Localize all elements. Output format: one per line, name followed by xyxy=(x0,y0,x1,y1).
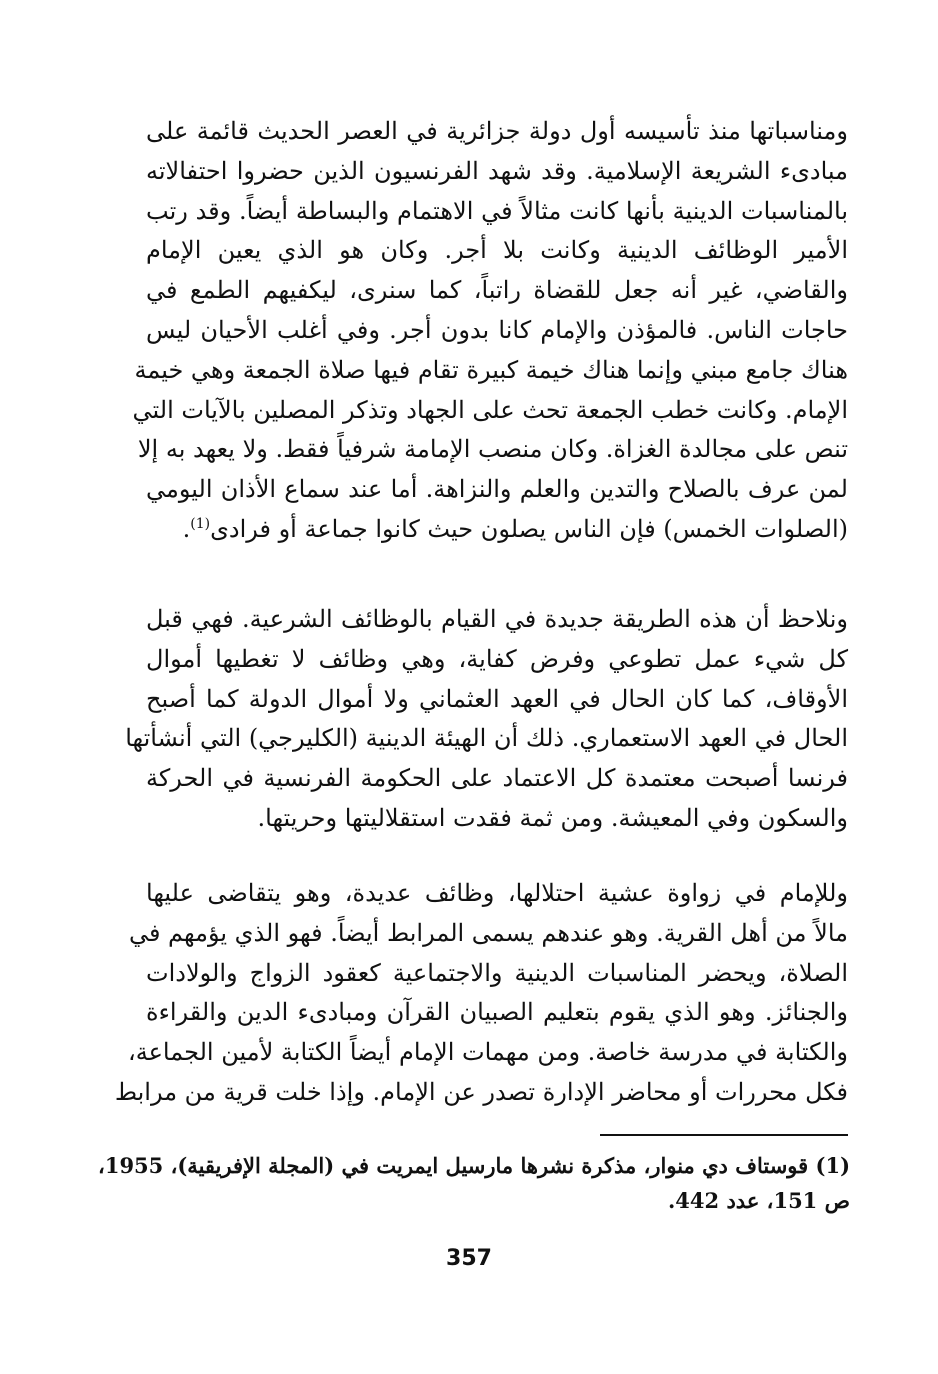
text-line: والجنائز. وهو الذي يقوم بتعليم الصبيان القرآن ومبادىء الدين والقراءة xyxy=(146,998,848,1027)
text-line: والسكون وفي المعيشة. ومن ثمة فقدت استقلاليتها وحريتها. xyxy=(257,803,848,832)
text-line: والكتابة في مدرسة خاصة. ومن مهمات الإمام أيضاً الكتابة لأمين الجماعة، xyxy=(128,1038,848,1067)
text-line: مبادىء الشريعة الإسلامية. وقد شهد الفرنسيون الذين حضروا احتفالاته xyxy=(146,156,848,185)
text-line: مالاً من أهل القرية. وهو عندهم يسمى المرابط أيضاً. فهو الذي يؤمهم في xyxy=(128,918,848,947)
text-line: الأمير الوظائف الدينية وكانت بلا أجر. وكان هو الذي يعين الإمام xyxy=(146,236,848,265)
text-line: هناك جامع مبني وإنما هناك خيمة كبيرة تقام فيها صلاة الجمعة وهي خيمة xyxy=(134,355,848,384)
footnote xyxy=(98,1148,850,1218)
text-line: الإمام. وكانت خطب الجمعة تحث على الجهاد وتذكر المصلين بالآيات التي xyxy=(132,395,848,424)
footnote-reference[interactable]: (1) xyxy=(190,515,211,532)
text-line: ونلاحظ أن هذه الطريقة جديدة في القيام بالوظائف الشرعية. فهي قبل xyxy=(146,605,848,633)
footnote-line: ص 151، عدد 442. xyxy=(667,1188,850,1213)
sentence-end: . xyxy=(182,514,191,543)
paragraph-1 xyxy=(132,112,849,550)
text-line: تنص على مجالدة الغزاة. وكان منصب الإمامة شرفياً فقط. ولا يعهد به إلا xyxy=(137,435,848,464)
text-line: فكل محررات أو محاضر الإدارة تصدر عن الإمام. وإذا خلت قرية من مرابط xyxy=(114,1077,848,1106)
text-line: الصلاة، ويحضر المناسبات الدينية والاجتماعية كعقود الزواج والولادات xyxy=(146,958,848,987)
text-line: الأوقاف، كما كان الحال في العهد العثماني ولا أموال الدولة كما أصبح xyxy=(146,684,848,713)
text-line: الحال في العهد الاستعماري. ذلك أن الهيئة الدينية (الكليرجي) التي أنشأتها xyxy=(125,724,848,753)
footnote-divider xyxy=(600,1134,848,1136)
page-number: 357 xyxy=(446,1246,492,1271)
paragraph-2 xyxy=(125,600,848,839)
paragraph-3 xyxy=(114,874,848,1113)
text-line: والقاضي، غير أنه جعل للقضاة راتباً، كما سنرى، ليكفيهم الطمع في xyxy=(146,276,849,305)
text-line: ومناسباتها منذ تأسيسه أول دولة جزائرية في العصر الحديث قائمة على xyxy=(146,117,848,145)
text-line: لمن عرف بالصلاح والتدين والعلم والنزاهة. أما عند سماع الأذان اليومي xyxy=(146,475,848,504)
footnote-line: (1) قوستاف دي منوار، مذكرة نشرها مارسيل ايمريت في (المجلة الإفريقية)، 1955، xyxy=(98,1153,850,1178)
text-line: فرنسا أصبحت معتمدة كل الاعتماد على الحكومة الفرنسية في الحركة xyxy=(146,764,848,793)
text-line-content: (الصلوات الخمس) فإن الناس يصلون حيث كانوا جماعة أو فرادى xyxy=(210,514,848,543)
text-line: وللإمام في زواوة عشية احتلالها، وظائف عديدة، وهو يتقاضى عليها xyxy=(146,879,848,907)
text-line: كل شيء عمل تطوعي وفرض كفاية، وهي وظائف لا تغطيها أموال xyxy=(146,644,848,673)
text-line: حاجات الناس. فالمؤذن والإمام كانا بدون أجر. وفي أغلب الأحيان ليس xyxy=(146,315,848,344)
text-line xyxy=(146,510,848,550)
text-line: بالمناسبات الدينية بأنها كانت مثالاً في الاهتمام والبساطة أيضاً. وقد رتب xyxy=(146,196,848,225)
